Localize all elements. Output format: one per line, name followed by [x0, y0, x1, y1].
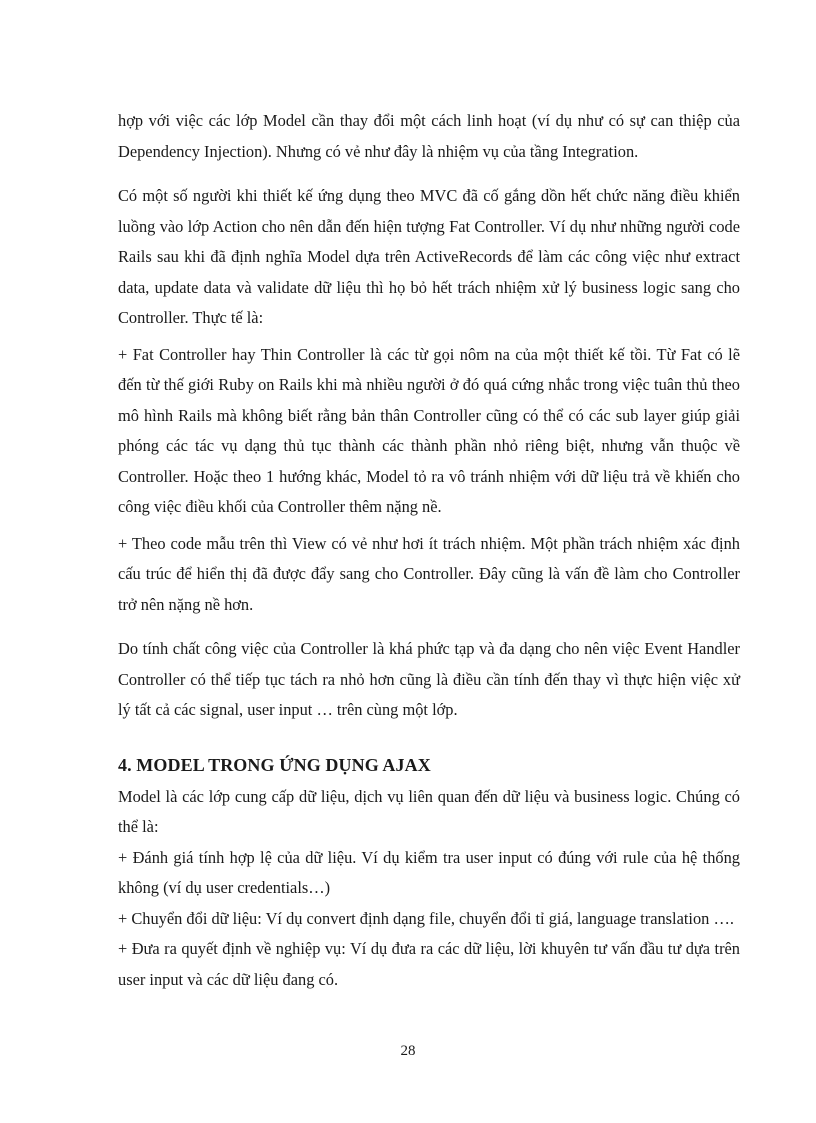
paragraph: Do tính chất công việc của Controller là khá phức tạp và đa dạng cho nên việc Event Handler Controller có thể tiếp tục tách ra nhỏ hơn cũng là điều cần tính đến thay vì thực hiện việc xử lý tất cả các signal, user input … trên cùng một lớp.: [118, 639, 740, 719]
document-page: [118, 106, 740, 995]
section-intro: Model là các lớp cung cấp dữ liệu, dịch vụ liên quan đến dữ liệu và business logic. Chúng có thể là:: [118, 786, 740, 836]
bullet-paragraph: + Theo code mẫu trên thì View có vẻ như hơi ít trách nhiệm. Một phần trách nhiệm xác định cấu trúc để hiển thị đã được đẩy sang cho Controller. Đây cũng là vấn đề làm cho Controller trở nên nặng nề hơn.: [118, 533, 740, 614]
list-item: + Chuyển đổi dữ liệu: Ví dụ convert định dạng file, chuyển đổi tỉ giá, language translation ….: [118, 908, 734, 928]
paragraph: hợp với việc các lớp Model cần thay đổi một cách linh hoạt (ví dụ như có sự can thiệp của Dependency Injection). Nhưng có vẻ như đây là nhiệm vụ của tầng Integration.: [118, 111, 740, 161]
page-number: 28: [400, 1043, 416, 1059]
list-item: + Đánh giá tính hợp lệ của dữ liệu. Ví dụ kiểm tra user input có đúng với rule của hệ thống không (ví dụ user credentials…): [118, 847, 740, 897]
paragraph: Có một số người khi thiết kế ứng dụng theo MVC đã cố gắng dồn hết chức năng điều khiển luồng vào lớp Action cho nên dẫn đến hiện tượng Fat Controller. Ví dụ như những người code Rails sau khi đã định nghĩa Model dựa trên ActiveRecords để làm các công việc như extract data, update data và validate dữ liệu thì họ bỏ hết trách nhiệm xử lý business logic sang cho Controller. Thực tế là:: [118, 186, 740, 327]
section-heading: 4. MODEL TRONG ỨNG DỤNG AJAX: [118, 754, 431, 775]
list-item: + Đưa ra quyết định về nghiệp vụ: Ví dụ đưa ra các dữ liệu, lời khuyên tư vấn đầu tư dựa trên user input và các dữ liệu đang có.: [118, 939, 740, 989]
bullet-paragraph: + Fat Controller hay Thin Controller là các từ gọi nôm na của một thiết kế tồi. Từ Fat có lẽ đến từ thế giới Ruby on Rails khi mà nhiều người ở đó quá cứng nhắc trong việc tuân thủ theo mô hình Rails mà không biết rằng bản thân Controller cũng có thể có các sub layer giúp giải phóng các tác vụ dạng thủ tục thành các thành phần nhỏ riêng biệt, nhưng vẫn thuộc về Controller. Hoặc theo 1 hướng khác, Model tỏ ra vô tránh nhiệm với dữ liệu trả về khiến cho công việc điều khối của Controller thêm nặng nề.: [118, 344, 740, 516]
